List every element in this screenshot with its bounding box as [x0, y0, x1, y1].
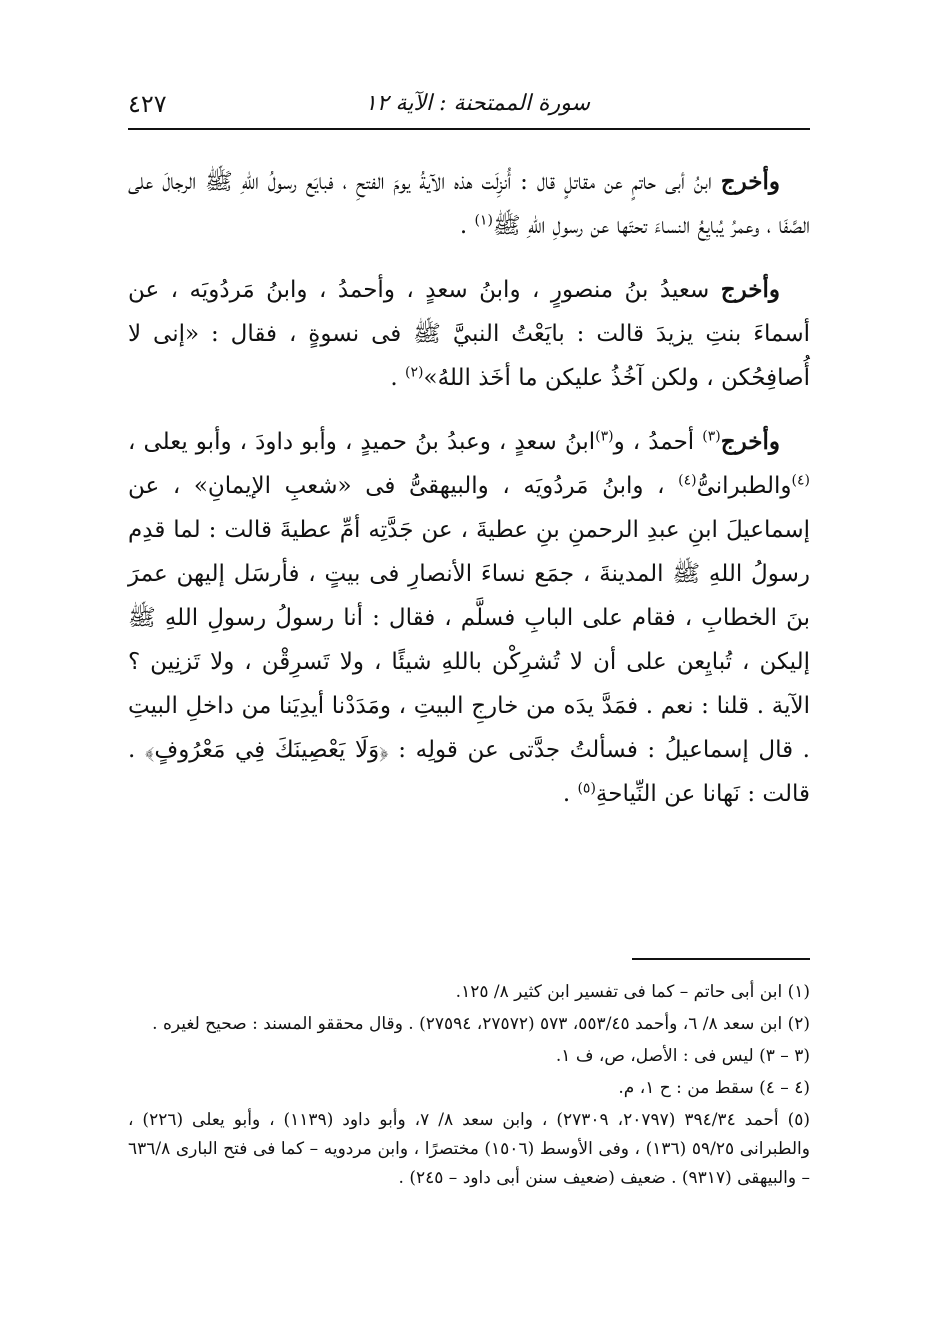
footnote-4: (٤ – ٤) سقط من : ح ١، م. [618, 1078, 810, 1098]
footnotes [128, 978, 810, 1196]
footnote-1: (١) ابن أبى حاتم – كما فى تفسير ابن كثير ٨/ ١٢٥. [455, 982, 810, 1002]
footnote-marker: (٣) [595, 428, 614, 445]
paragraph-text: سعيدُ بنُ منصورٍ ، وابنُ سعدٍ ، وأحمدُ ، وابنُ مَردُويَه ، عن أسماءَ بنتِ يزيدَ قالت : بايَعْتُ النبيَّ ﷺ فى نسوةٍ ، فقال : «إنى لا أُصافِحُكن ، ولكن آخُذُ عليكن ما أخَذ اللهُ» [128, 277, 810, 391]
paragraph-lead: وأخرج [720, 276, 780, 303]
footnote-marker: (١) [474, 212, 493, 229]
footnote-marker: (٢) [405, 364, 424, 381]
paragraph-text: أحمدُ ، و [613, 429, 703, 455]
paragraph-tail: . [562, 781, 578, 807]
paragraph-lead: وأخرج [720, 168, 780, 195]
paragraph-text: ابنُ أبى حاتمٍ عن مقاتلٍ قال : أُنزِلَت هذه الآيةُ يومَ الفتحِ ، فبايَع رسولُ اللهِ ﷺ الرجالَ على الصَّفَا ، وعمرُ يُبايِعُ النساءَ تحتَها عن رسولِ اللهِ ﷺ [128, 169, 810, 239]
footnote-5: (٥) أحمد ٣٩٤/٣٤ (٢٠٧٩٧، ٢٧٣٠٩) ، وابن سعد ٨/ ٧، وأبو داود (١١٣٩) ، وأبو يعلى (٢٢٦) ، والطبرانى ٥٩/٢٥ (١٣٦) ، وفى الأوسط (١٥٠٦) مختصرًا ، وابن مردويه – كما فى فتح البارى ٦٣٦/٨ – والبيهقى (٩٣١٧) . ضعيف (ضعيف سنن أبى داود – ٢٤٥) . [128, 1110, 810, 1188]
footnote-marker: (٤) [791, 472, 810, 489]
paragraph-tail: . [390, 365, 406, 391]
footnote-2: (٢) ابن سعد ٨/ ٦، وأحمد ٥٥٣/٤٥، ٥٧٣ (٢٧٥٧٢، ٢٧٥٩٤) . وقال محققو المسند : صحيح لغيره . [152, 1014, 810, 1034]
header-divider [128, 128, 810, 130]
page-header [128, 84, 810, 124]
paragraph-1 [128, 160, 810, 248]
paragraph-text: والطبرانىُّ [696, 473, 792, 499]
footnote-marker: (٤) [678, 472, 697, 489]
main-text [128, 160, 810, 836]
footnote-3: (٣ – ٣) ليس فى : الأصل، ص، ف ١. [555, 1046, 810, 1066]
footnotes-divider [632, 958, 810, 960]
page-number: ٤٢٧ [128, 90, 167, 118]
paragraph-text: ابنُ سعدٍ ، وعبدُ بنُ حميدٍ ، وأبو داودَ ، وأبو يعلى ، [128, 429, 596, 455]
paragraph-2 [128, 268, 810, 400]
footnote-marker: (٣) [702, 428, 721, 445]
footnote-marker: (٥) [577, 780, 596, 797]
running-title: سورة الممتحنة : الآية ١٢ [364, 91, 590, 116]
paragraph-3 [128, 420, 810, 816]
paragraph-tail: . [459, 213, 475, 239]
paragraph-lead: وأخرج [720, 428, 780, 455]
paragraph-text: ، وابنُ مَردُويَه ، والبيهقىُّ فى «شعبِ الإيمانِ» ، عن إسماعيلَ ابنِ عبدِ الرحمنِ بنِ عطيةَ ، عن جَدَّتِه أمِّ عطيةَ قالت : لما قدِم رسولُ اللهِ ﷺ المدينةَ ، جمَع نساءَ الأنصارِ فى بيتٍ ، فأرسَل إليهن عمرَ بنَ الخطابِ ، فقام على البابِ فسلَّم ، فقال : أنا رسولُ رسولِ اللهِ ﷺ إليكن ، تُبايِعن على أن لا تُشرِكْن باللهِ شيئًا ، ولا تَسرِقْن ، ولا تَزنِين ؟ الآية . قلنا : نعم . فمَدَّ يدَه من خارجِ البيتِ ، ومَدَدْنا أيدِيَنا من داخلِ البيتِ . قال إسماعيلُ : فسألتُ جدَّتى عن قولِه : ﴿وَلَا يَعْصِينَكَ فِي مَعْرُوفٍ﴾ . قالت : نَهانا عن النِّياحةِ [128, 473, 810, 807]
